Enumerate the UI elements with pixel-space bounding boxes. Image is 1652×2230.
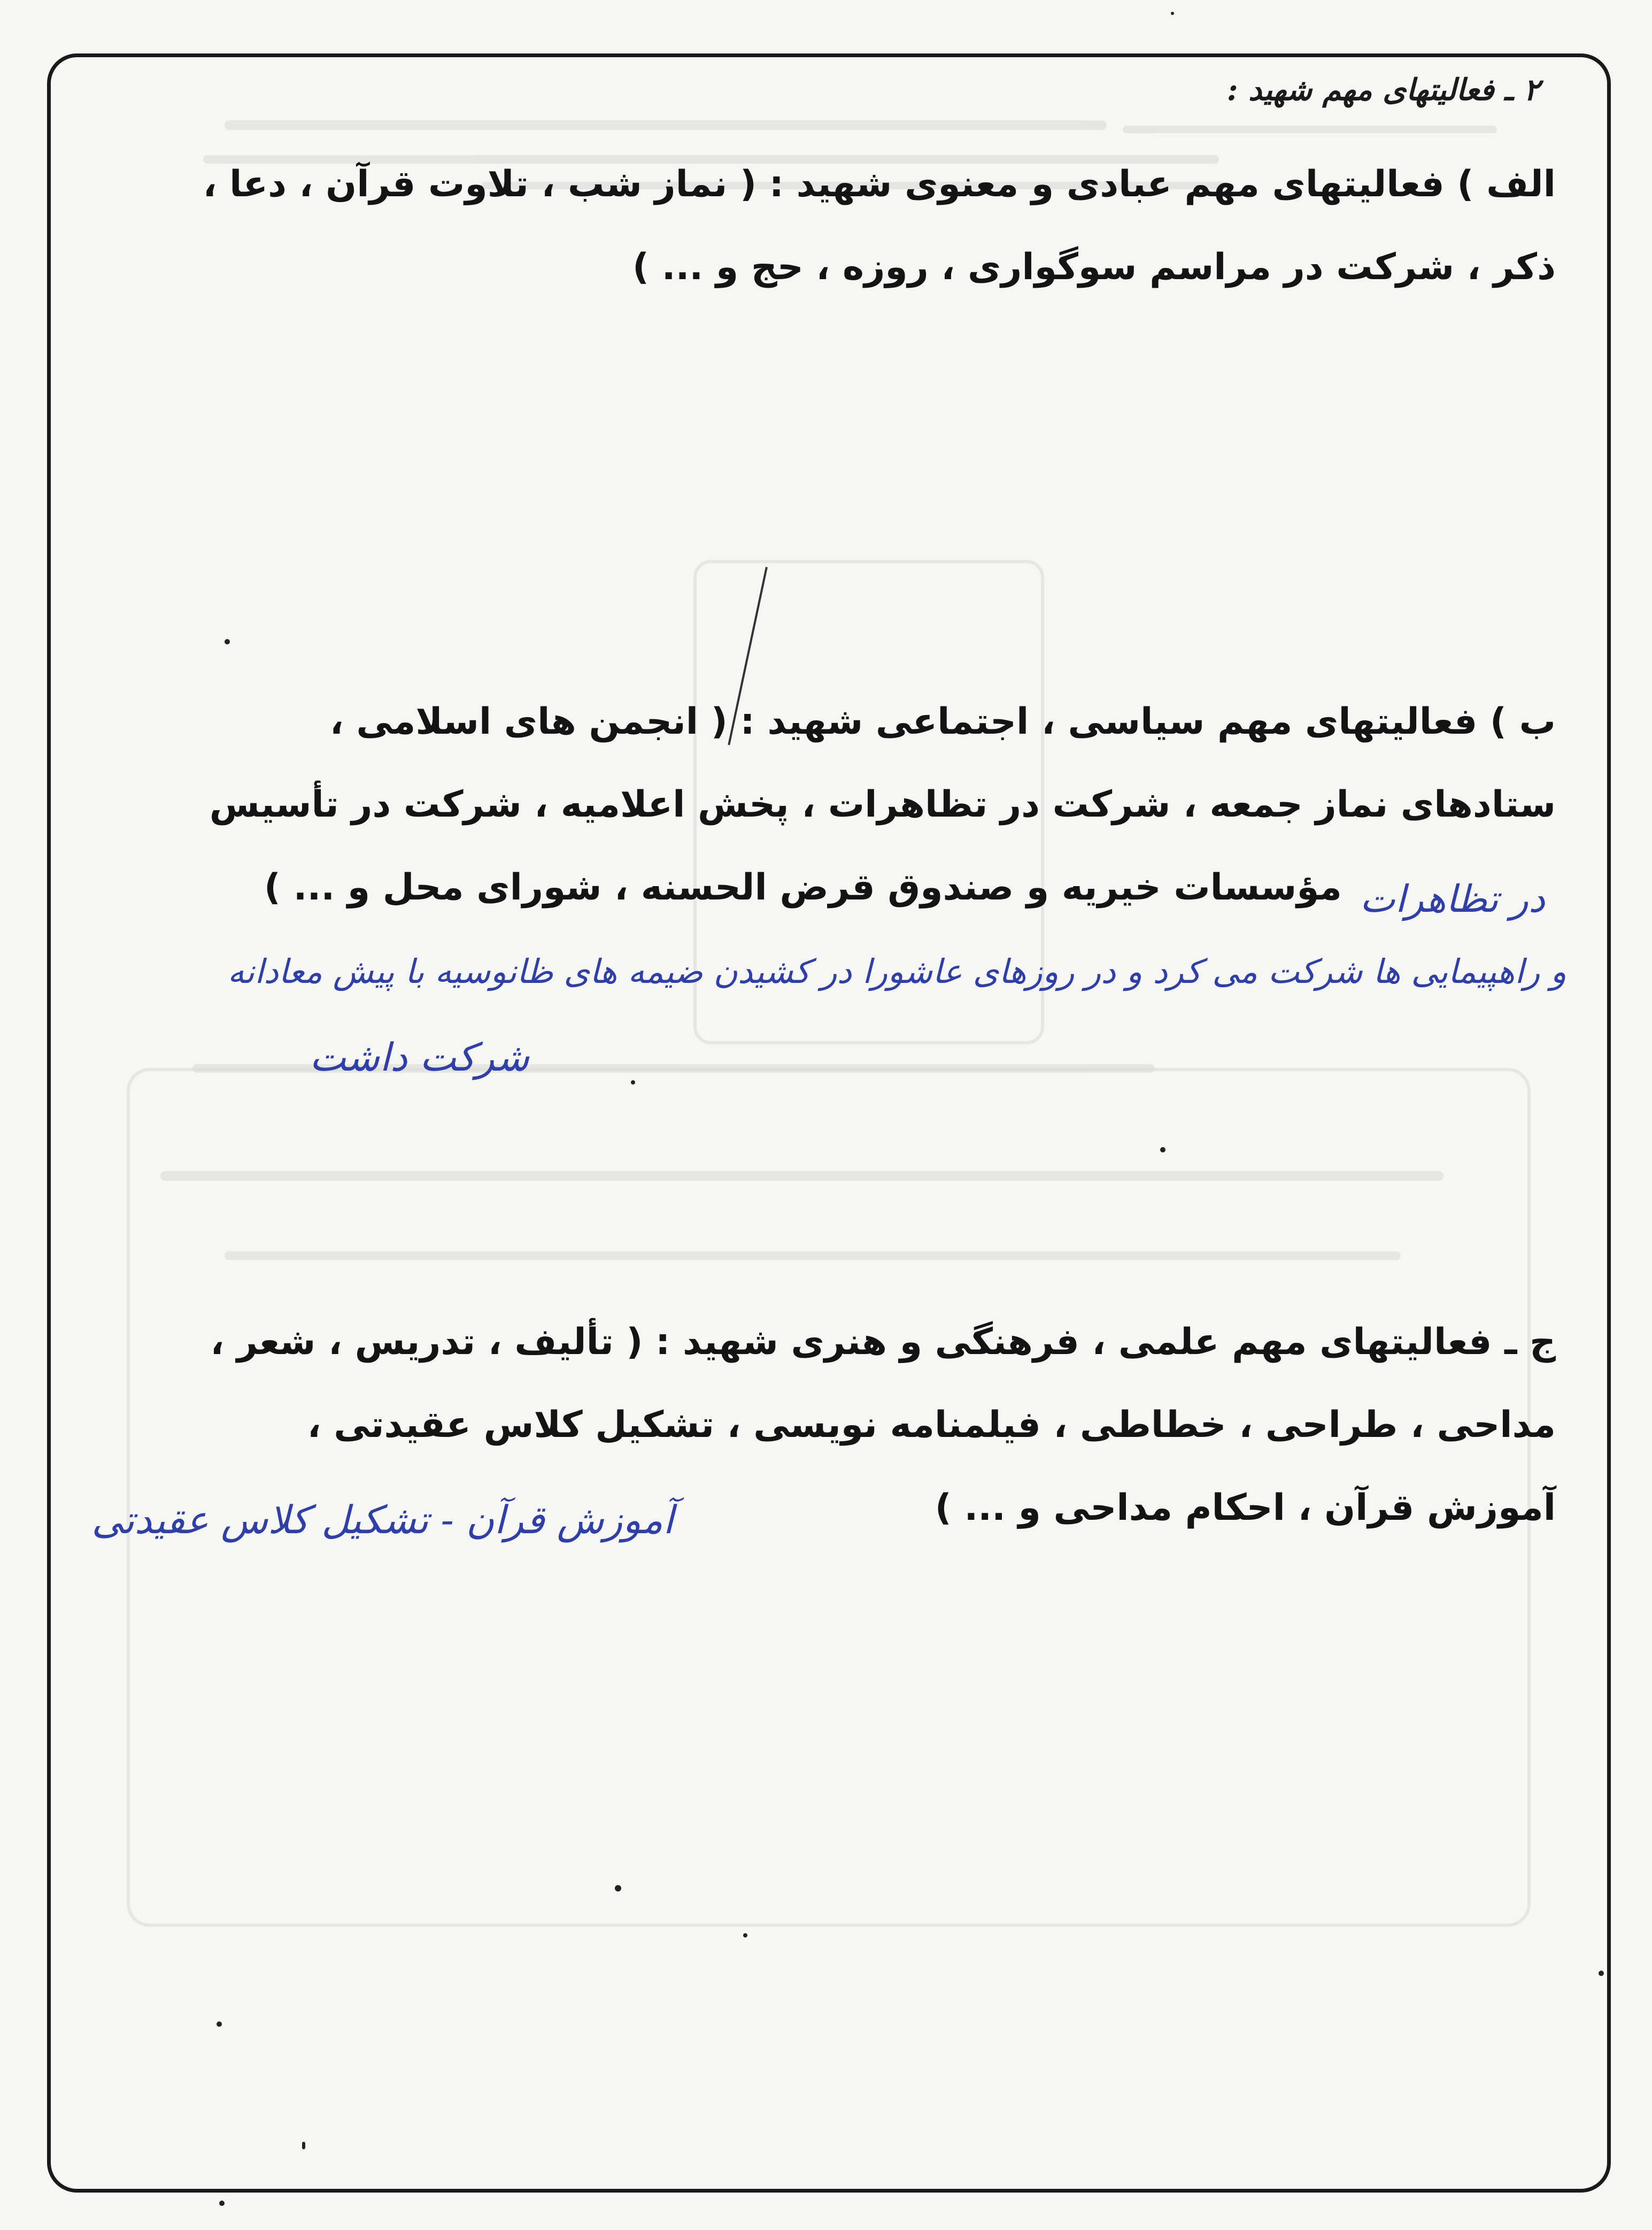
section-b-line-1: ب ) فعالیتهای مهم سیاسی ، اجتماعی شهید : ( انجمن های اسلامی ، [329,701,1556,743]
section-c-line-2: مداحی ، طراحی ، خطاطی ، فیلمنامه نویسی ، تشکیل کلاس عقیدتی ، [307,1404,1556,1446]
handwritten-note-c-1: آموزش قرآن - تشکیل کلاس عقیدتی [91,1497,674,1542]
handwritten-note-b-2: و راهپیمایی ها شرکت می کرد و در روزهای عاشورا در کشیدن ضیمه های ظانوسیه با پیش معادانه [227,952,1566,991]
scan-speck [1171,12,1174,15]
handwritten-note-b-3: شرکت داشت [309,1035,529,1080]
page-border [47,53,1611,2193]
scan-speck [302,2142,305,2149]
scan-speck [225,639,230,644]
handwritten-note-b-1: در تظاهرات [1360,877,1545,921]
section-c-line-1: ج ـ فعالیتهای مهم علمی ، فرهنگی و هنری شهید : ( تألیف ، تدریس ، شعر ، [210,1321,1556,1363]
scan-speck [631,1080,635,1085]
section-a-line-2: ذکر ، شرکت در مراسم سوگواری ، روزه ، حج و ... ) [632,246,1556,288]
scan-speck [743,1933,747,1937]
scan-speck [615,1885,621,1891]
section-b-line-3: مؤسسات خیریه و صندوق قرض الحسنه ، شورای محل و ... ) [264,866,1342,909]
section-heading: ۲ ـ فعالیتهای مهم شهید : [1226,72,1540,107]
section-a-line-1: الف ) فعالیتهای مهم عبادی و معنوی شهید : ( نماز شب ، تلاوت قرآن ، دعا ، [203,163,1556,205]
scan-speck [1160,1147,1165,1152]
section-c-line-3: آموزش قرآن ، احکام مداحی و ... ) [935,1487,1556,1529]
scan-speck [217,2021,222,2027]
section-b-line-2: ستادهای نماز جمعه ، شرکت در تظاهرات ، پخش اعلامیه ، شرکت در تأسیس [209,783,1556,826]
scan-speck [1599,1971,1604,1976]
scan-speck [219,2201,225,2206]
